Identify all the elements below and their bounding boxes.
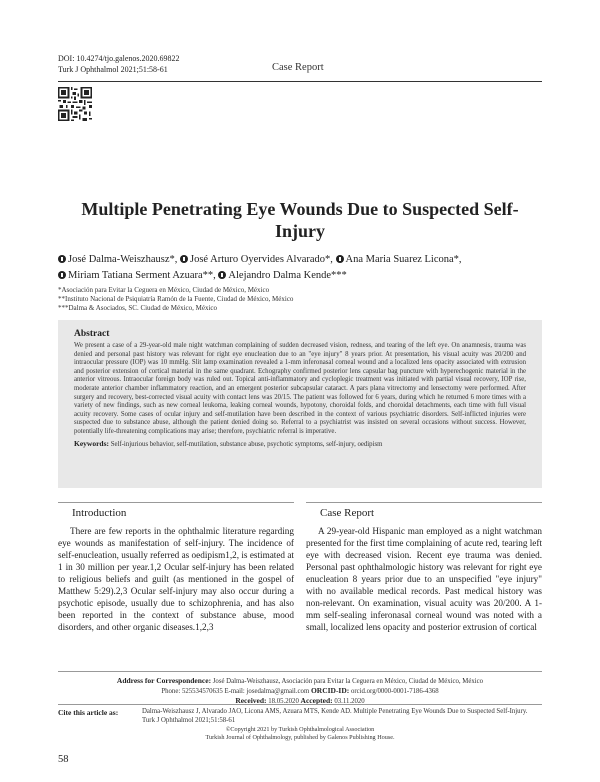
correspondence-dates: Received: 18.05.2020 Accepted: 03.11.2020 [235, 696, 365, 705]
case-report-text: A 29-year-old Hispanic man employed as a night watchman presented for the first time complaining of acute red, tearing left eye with decreased vision. Recent eye trauma was denied. Personal past ophthalmologic history was relevant for right eye enucleation 8 years prior due to an unspecified "eye injury" with no available medical records. Past medical history was non-relevant. On examination, visual acuity was 20/200. A 1-mm self-sealing inferonasal corneal wound was noted with a small, localized lens opacity and posterior extrusion of cortical [306, 526, 542, 632]
orcid-icon[interactable] [58, 255, 66, 263]
author-list [58, 252, 542, 284]
citation-label: Cite this article as: [58, 708, 119, 717]
orcid-icon[interactable] [180, 255, 188, 263]
correspondence-address: Address for Correspondence: José Dalma-Weiszhausz, Asociación para Evitar la Ceguera en México, Ciudad de México, México [116, 676, 484, 685]
article-type-label: Case Report [272, 62, 324, 73]
keywords-text: Self-injurious behavior, self-mutilation, substance abuse, psychotic symptoms, self-injury, oedipism [110, 440, 383, 448]
page-number: 58 [58, 754, 69, 765]
correspondence-block [58, 671, 542, 706]
article-title: Multiple Penetrating Eye Wounds Due to Suspected Self-Injury [81, 199, 519, 241]
case-report-section [306, 502, 542, 633]
author-name: Miriam Tatiana Serment Azuara**, [68, 270, 216, 281]
correspondence-label: Address for Correspondence: [116, 676, 212, 685]
abstract-heading: Abstract [74, 329, 110, 339]
author-name: Ana Maria Suarez Licona*, [345, 254, 462, 265]
citation-text-2: Turk J Ophthalmol 2021;51:58-61 [142, 716, 236, 724]
doi-text[interactable]: DOI: 10.4274/tjo.galenos.2020.69822 [58, 54, 180, 63]
author-line-2 [58, 268, 542, 284]
abstract-text: We present a case of a 29-year-old male night watchman complaining of sudden decreased vision, redness, and tearing of the left eye. On anamnesis, trauma was denied and personal past history was relevant for right eye enucleation due to an "eye injury" 8 years prior. At presentation, his visual acuity was 20/200 and intraocular pressure (IOP) was 10 mmHg. Slit lamp examination revealed a 1-mm inferonasal corneal wound and a localized lens opacity associated with extrusion and posterior extension of cortical material in the same quadrant. Echography confirmed posterior lens capsular bag puncture with hyperechogenic material in the anterior vitreous. Intraocular foreign body was ruled out. Topical anti-inflammatory and cycloplegic treatment was initiated with partial visual recovery, IOP rise, moderate anterior chamber inflammatory reaction, and an emergent posterior subcapsular cataract. A pars plana vitrectomy and lensectomy were performed. After surgery and recovery, best-corrected visual acuity with contact lens was 20/15. The patient was followed for 6 years, during which he returned 6 more times with a variety of new findings, such as new corneal leukoma, leaking corneal wounds, hypotony, choroidal folds, and choroidal detachments, each time with full visual acuity recovery. Some cases of ocular injury and self-mutilation have been described in the context of various psychiatric disorders. Self-inflicted injuries were suspected due to substance abuse, although the patient denied doing so. Referral to a psychiatrist was insisted on several occasions without success. However, potentially life-threatening complications may arise; therefore, psychiatric referral is imperative. [74, 342, 526, 435]
affiliation: **Instituto Nacional de Psiquiatría Ramón de la Fuente, Ciudad de México, México [58, 295, 294, 303]
orcid-icon[interactable] [58, 271, 66, 279]
author-name: José Dalma-Weiszhausz*, [68, 254, 178, 265]
copyright-notice: ©Copyright 2021 by Turkish Ophthalmological Association Turkish Journal of Ophthalmology, published by Galenos Publishing House. [205, 726, 395, 741]
orcid-link[interactable]: orcid.org/0000-0001-7186-4368 [350, 688, 439, 695]
section-heading: Introduction [72, 507, 127, 519]
qr-code-icon [58, 87, 92, 121]
correspondence-contact: Phone: 525534570635 E-mail: josedalma@gmail.com ORCID-ID: orcid.org/0000-0001-7186-4368 [161, 686, 439, 695]
affiliations [58, 286, 542, 313]
affiliation: ***Dalma & Asociados, SC. Ciudad de México, México [58, 304, 218, 312]
email-link[interactable]: josedalma@gmail.com [246, 688, 310, 695]
author-name: Alejandro Dalma Kende*** [228, 270, 347, 281]
citation-block [58, 704, 542, 725]
journal-reference: Turk J Ophthalmol 2021;51:58-61 [58, 65, 168, 74]
introduction-text: There are few reports in the ophthalmic literature regarding eye wounds as manifestation of self-injury. The incidence of self-enucleation, usually referred as oedipism1,2, is estimated at 1 in 30 million per year.1,2 Ocular self-injury has been related to religious beliefs and guilt (as mentioned in the gospel of Matthew 5:29).2,3 Ocular self-injury may also occur during a psychotic episode, usually due to schizophrenia, and has also been reported in the context of substance abuse, mood disorders, and other organic diseases.1,2,3 [58, 526, 294, 632]
introduction-section [58, 502, 294, 633]
affiliation: *Asociación para Evitar la Ceguera en México, Ciudad de México, México [58, 286, 270, 294]
keywords [74, 439, 526, 449]
section-heading: Case Report [320, 507, 375, 519]
abstract-box [58, 320, 542, 488]
keywords-label: Keywords: [74, 438, 109, 448]
page-header [58, 54, 542, 82]
author-line-1 [58, 252, 542, 268]
citation-text: Dalma-Weiszhausz J, Alvarado JAO, Licona AMS, Azuara MTS, Kende AD. Multiple Penetrating Eye Wounds Due to Suspected Self-Injury. [142, 708, 528, 715]
author-name: José Arturo Oyervides Alvarado*, [190, 254, 333, 265]
orcid-icon[interactable] [336, 255, 344, 263]
orcid-icon[interactable] [218, 271, 226, 279]
